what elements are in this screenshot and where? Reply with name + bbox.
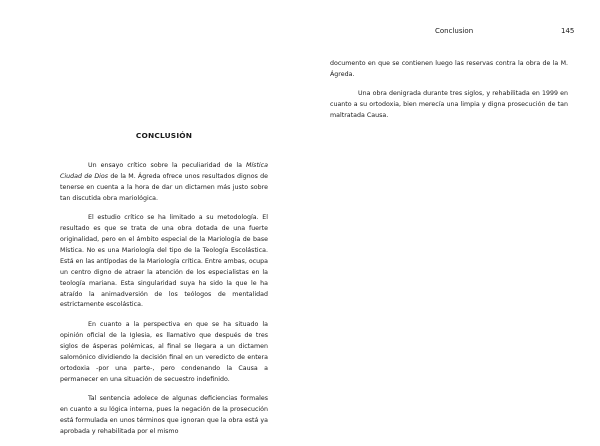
left-page bbox=[0, 0, 300, 435]
chapter-heading: CONCLUSIÓN bbox=[135, 131, 193, 140]
page-number: 145 bbox=[561, 27, 575, 35]
paragraph-continuation: documento en que se contienen luego las reservas contra la obra de la M. Ágreda. bbox=[330, 60, 568, 78]
book-title: Mística Ciudad de Dios bbox=[60, 162, 268, 180]
paragraph: Tal sentencia adolece de algunas deficiencias formales en cuanto a su lógica interna, pues la negación de la prosecución está formulada en unos términos que ignoran que la obra está ya aprobada y rehabilitada por el mismo bbox=[60, 395, 268, 435]
right-text-column bbox=[330, 59, 568, 131]
left-text-column bbox=[60, 161, 268, 446]
right-page bbox=[300, 0, 600, 423]
paragraph: En cuanto a la perspectiva en que se ha situado la opinión oficial de la Iglesia, es llamativo que después de tres siglos de ásperas polémicas, al final se llegara a un dictamen salomónico dividiendo la decisión final en un veredicto de entera ortodoxia -por una parte-, pero condenando la Causa a permanecer en una situación de secuestro indefinido. bbox=[60, 320, 268, 383]
paragraph: El estudio crítico se ha limitado a su metodología. El resultado es que se trata de una obra dotada de una fuerte originalidad, pero en el ámbito especial de la Mariología de base Mística. No es una Mariología del tipo de la Teología Escolástica. Está en las antípodas de la Mariología crítica. Entre ambas, ocupa un centro digno de atraer la atención de los especialistas en la teología mariana. Esta singularidad suya ha sido la que le ha atraído la animadversión de los teólogos de mentalidad estrictamente escolástica. bbox=[60, 214, 268, 309]
paragraph: Una obra denigrada durante tres siglos, y rehabilitada en 1999 en cuanto a su ortodoxia, bien merecía una limpia y digna prosecución de tan maltratada Causa. bbox=[330, 90, 568, 120]
running-title: Conclusion bbox=[435, 27, 474, 35]
paragraph: Un ensayo crítico sobre la peculiaridad de la Mística Ciudad de Dios de la M. Ágreda ofrece unos resultados dignos de tenerse en cuenta a la hora de dar un dictamen más justo sobre tan discutida obra mariológica. bbox=[60, 162, 268, 202]
